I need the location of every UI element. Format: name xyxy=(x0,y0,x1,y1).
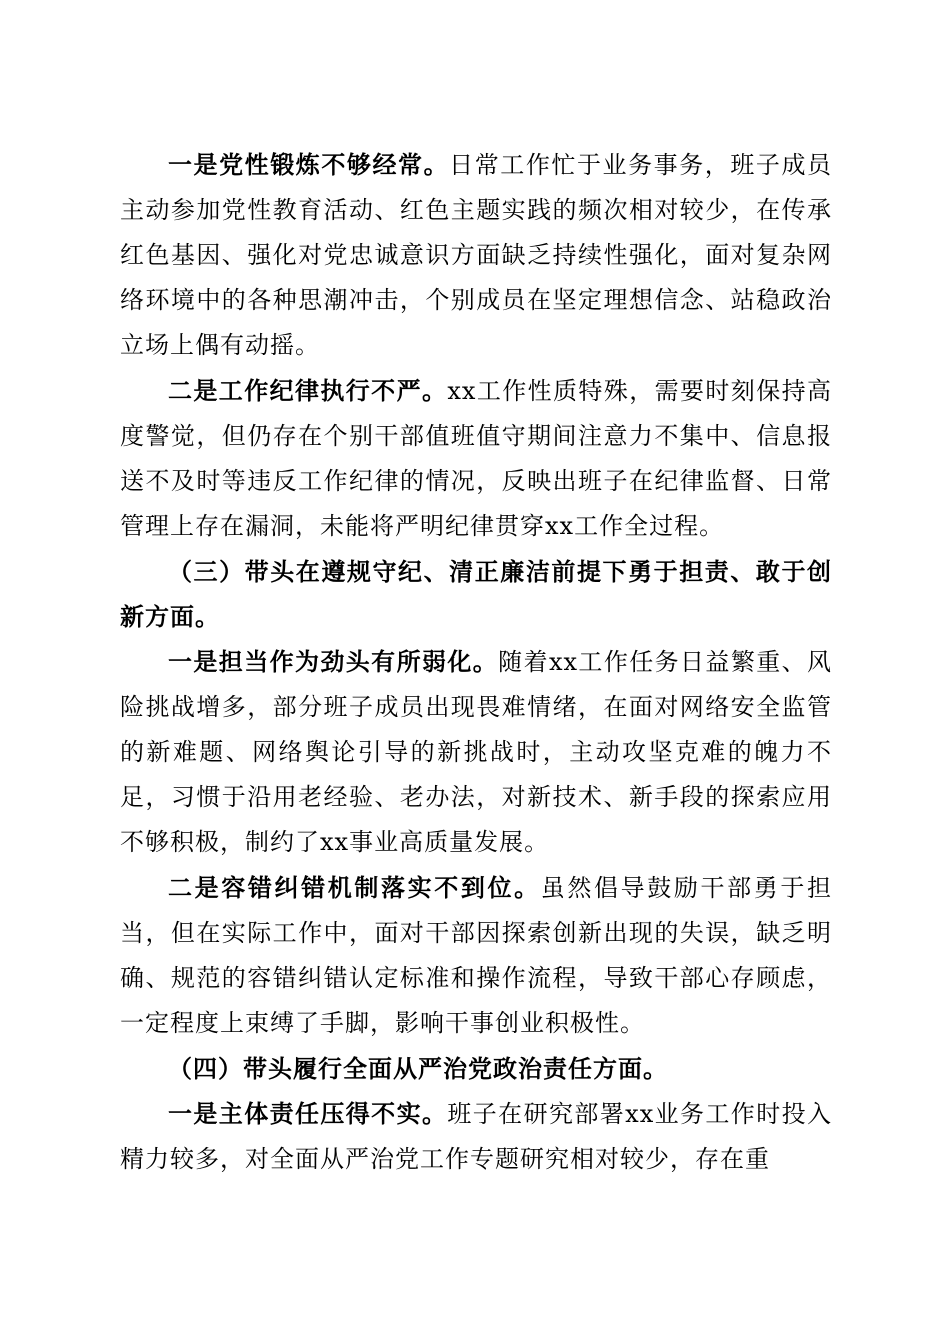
paragraph-responsibility xyxy=(120,639,832,865)
paragraph-lead: 一是主体责任压得不实。 xyxy=(168,1099,448,1128)
paragraph-text: 日常工作忙于业务事务，班子成员主动参加党性教育活动、红色主题实践的频次相对较少，在传承红色基因、强化对党忠诚意识方面缺乏持续性强化，面对复杂网络环境中的各种思潮冲击，个别成员在坚定理想信念、站稳政治立场上偶有动摇。 xyxy=(120,151,833,359)
paragraph-work-discipline xyxy=(120,368,832,549)
paragraph-text: 虽然倡导鼓励干部勇于担当，但在实际工作中，面对干部因探索创新出现的失误，缺乏明确、规范的容错纠错认定标准和操作流程，导致干部心存顾虑，一定程度上束缚了手脚，影响干事创业积极性。 xyxy=(120,874,832,1037)
paragraph-main-responsibility xyxy=(120,1091,832,1182)
paragraph-lead: 一是党性锻炼不够经常。 xyxy=(168,150,450,179)
document-body xyxy=(120,142,832,1182)
paragraph-text: xx工作性质特殊，需要时刻保持高度警觉，但仍存在个别干部值班值守期间注意力不集中、信息报送不及时等违反工作纪律的情况，反映出班子在纪律监督、日常管理上存在漏洞，未能将严明纪律贯穿xx工作全过程。 xyxy=(120,377,833,540)
paragraph-party-spirit xyxy=(120,142,832,368)
paragraph-error-tolerance xyxy=(120,865,832,1046)
section-heading-3: （三）带头在遵规守纪、清正廉洁前提下勇于担责、敢于创新方面。 xyxy=(120,557,832,631)
paragraph-text: 随着xx工作任务日益繁重、风险挑战增多，部分班子成员出现畏难情绪，在面对网络安全监管的新难题、网络舆论引导的新挑战时，主动攻坚克难的魄力不足，习惯于沿用老经验、老办法，对新技术、新手段的探索应用不够积极，制约了xx事业高质量发展。 xyxy=(120,648,833,856)
paragraph-lead: 二是工作纪律执行不严。 xyxy=(168,376,448,405)
paragraph-lead: 二是容错纠错机制落实不到位。 xyxy=(168,873,541,902)
paragraph-lead: 一是担当作为劲头有所弱化。 xyxy=(168,647,499,676)
paragraph-text: 班子在研究部署xx业务工作时投入精力较多，对全面从严治党工作专题研究相对较少，存在重 xyxy=(120,1100,833,1173)
section-heading-4: （四）带头履行全面从严治党政治责任方面。 xyxy=(168,1054,668,1083)
